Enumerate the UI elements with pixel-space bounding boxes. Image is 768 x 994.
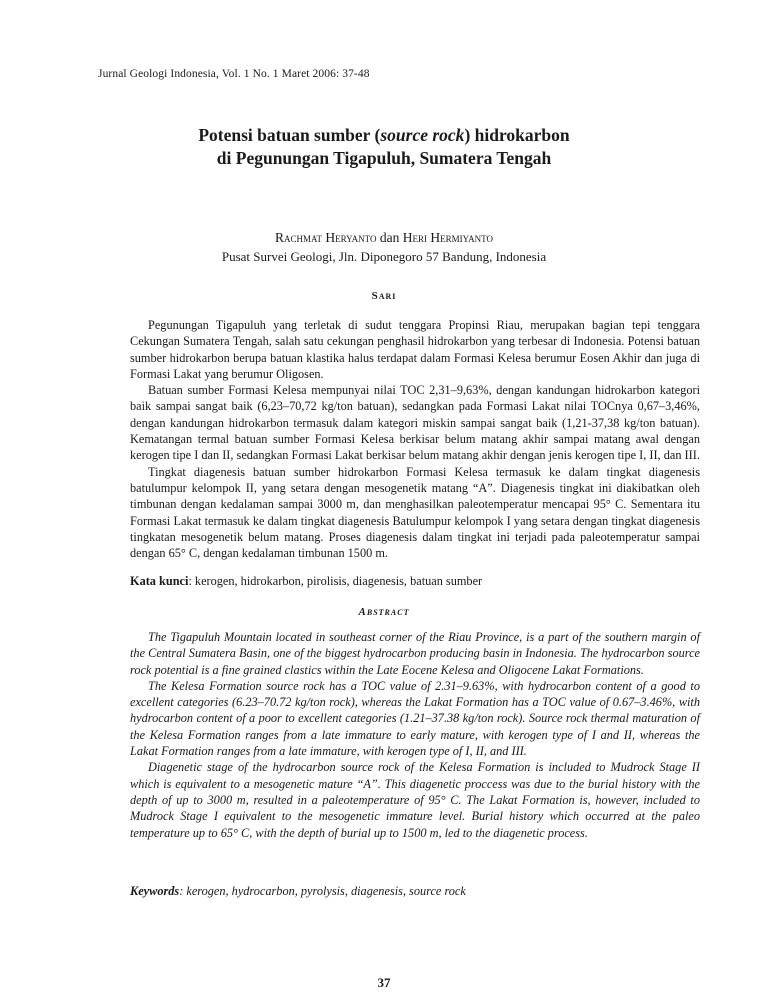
keywords-values: : kerogen, hydrocarbon, pyrolysis, diagenesis, source rock: [179, 884, 466, 898]
title-suffix: ) hidrokarbon: [464, 125, 570, 145]
author-1: Rachmat Heryanto: [275, 230, 377, 245]
author-2: Heri Hermiyanto: [402, 230, 493, 245]
kata-kunci-label: Kata kunci: [130, 574, 189, 588]
affiliation: Pusat Survei Geologi, Jln. Diponegoro 57 Bandung, Indonesia: [221, 249, 547, 264]
sari-paragraph: Batuan sumber Formasi Kelesa mempunyai nilai TOC 2,31–9,63%, dengan kandungan hidrokarbon kategori baik sampai sangat baik (6,23–70,72 kg/ton batuan), sedangkan pada Formasi Lakat nilai TOCnya 0,67–3,46%, dengan kandungan hidrokarbon termasuk dalam kategori miskin sampai sangat baik (1,21-37,38 kg/ton batuan). Kematangan termal batuan sumber Formasi Kelesa berkisar belum matang akhir sampai matang awal dengan kerogen tipe I dan II, sedangkan Formasi Lakat berkisar belum matang akhir dengan jenis kerogen tipe I, II, dan III.: [130, 383, 700, 463]
running-head: Jurnal Geologi Indonesia, Vol. 1 No. 1 Maret 2006: 37-48: [98, 68, 370, 80]
abstract-paragraph: Diagenetic stage of the hydrocarbon source rock of the Kelesa Formation is included to Mudrock Stage II which is equivalent to a mesogenetic mature “A”. This diagenetic proccess was due to the burial history with the depth of up to 3000 m, resulted in a paleotemperature of 95° C. The Lakat Formation is, however, included to Mudrock Stage I equivalent to the mesogenetic immature level. Burial history which occurred at the paleo temperature up to 65° C, with the depth of burial up to 1500 m, led to the diagenetic process.: [130, 760, 700, 840]
abstract-heading: Abstract: [358, 606, 410, 618]
page-number: 37: [377, 975, 391, 990]
sari-heading: Sari: [371, 290, 397, 302]
sari-body: [130, 317, 700, 561]
keywords-label: Keywords: [130, 884, 180, 898]
abstract-paragraph: The Kelesa Formation source rock has a TOC value of 2.31–9.63%, with hydrocarbon content of a good to excellent categories (6.23–70.72 kg/ton rock), whereas the Lakat Formation has a TOC value of 0.67–3.46%, with hydrocarbon content of a poor to excellent categories (1.21–37.38 kg/ton rock). Source rock thermal maturation of the Kelesa Formation ranges from a late immature to early mature, with kerogen type of I and II, whereas the Lakat Formation ranges from a late immature, with kerogen type of I, II, and III.: [130, 678, 700, 759]
abstract-body: [130, 629, 700, 841]
title-line-2: di Pegunungan Tigapuluh, Sumatera Tengah: [216, 148, 552, 168]
kata-kunci-values: : kerogen, hidrokarbon, pirolisis, diagenesis, batuan sumber: [188, 574, 483, 588]
kata-kunci-line: [130, 574, 700, 589]
article-title: [0, 124, 768, 170]
author-conjunction: dan: [379, 230, 400, 245]
title-prefix: Potensi batuan sumber (: [198, 125, 381, 145]
abstract-paragraph: The Tigapuluh Mountain located in southeast corner of the Riau Province, is a part of the southern margin of the Central Sumatera Basin, one of the biggest hydrocarbon producing basin in Indonesia. The hydrocarbon source rock potential is a fine grained clastics within the Late Eocene Kelesa and Oligocene Lakat Formations.: [130, 630, 700, 677]
keywords-line: [130, 884, 700, 899]
author-line: [0, 230, 768, 246]
sari-paragraph: Pegunungan Tigapuluh yang terletak di sudut tenggara Propinsi Riau, merupakan bagian tepi tenggara Cekungan Sumatera Tengah, salah satu cekungan penghasil hidrokarbon yang terbesar di Indonesia. Potensi batuan sumber hidrokarbon berupa batuan klastika halus terdapat dalam Formasi Kelesa berumur Eosen Akhir dan juga di Formasi Lakat yang berumur Oligosen.: [130, 318, 700, 381]
title-italic-term: source rock: [380, 125, 465, 145]
title-line-1: [0, 124, 768, 147]
sari-paragraph: Tingkat diagenesis batuan sumber hidrokarbon Formasi Kelesa termasuk ke dalam tingkat diagenesis batulumpur kelompok II, yang setara dengan mesogenetik matang “A”. Diagenesis tingkat ini diakibatkan oleh timbunan dengan kedalaman sampai 3000 m, dan menghasilkan paleotemperatur mencapai 95° C. Sementara itu Formasi Lakat termasuk ke dalam tingkat diagenesis Batulumpur kelompok I yang setara dengan tingkat diagenesis tingkatan mesogenetik belum matang. Proses diagenesis dalam tingkat ini terjadi pada paleotemperatur sampai dengan 65° C, dengan kedalaman timbunan 1500 m.: [130, 464, 700, 561]
